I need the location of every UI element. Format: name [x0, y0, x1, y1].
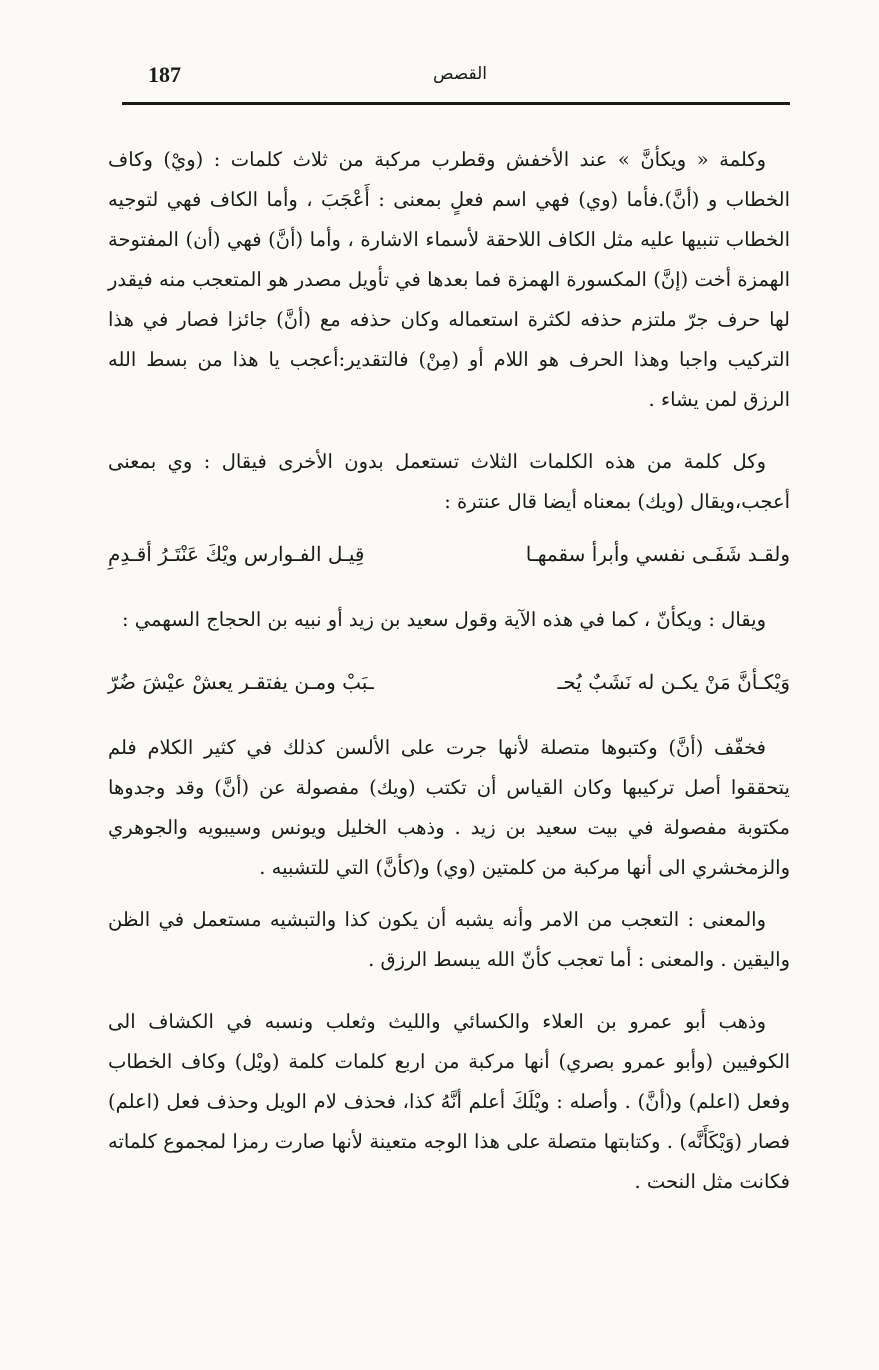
verse-antara-first-hemistich: ولقـد شَفَـى نفسي وأبرأ سقمهـا	[525, 542, 790, 566]
paragraph-6: وذهب أبو عمرو بن العلاء والكسائي والليث وثعلب ونسبه في الكشاف الى الكوفيين (وأبو عمرو بصري) أنها مركبة من اربع كلمات كلمة (ويْل) وكاف الخطاب وفعل (اعلم) و(أنَّ) . وأصله : ويْلَكَ أعلم أنَّهُ كذا، فحذف لام الويل وحذف فعل (اعلم) فصار (وَيْكَأَنَّه) . وكتابتها متصلة على هذا الوجه متعينة لأنها صارت رمزا لمجموع كلماته فكانت مثل النحت .	[108, 1010, 790, 1193]
verse-antara-second-hemistich: قِيـل الفـوارس ويْكَ عَنْتَـرُ أقـدِمِ	[108, 542, 365, 566]
page-header	[122, 58, 790, 105]
verse-saeed	[108, 662, 790, 702]
paragraph-5: والمعنى : التعجب من الامر وأنه يشبه أن يكون كذا والتبشيه مستعمل في الظن واليقين . والمعنى : أما تعجب كأنّ الله يبسط الرزق .	[108, 908, 790, 971]
paragraph-3: ويقال : ويكأنّ ، كما في هذه الآية وقول سعيد بن زيد أو نبيه بن الحجاج السهمي :	[121, 608, 766, 631]
verse-antara	[108, 534, 790, 574]
paragraph-2: وكل كلمة من هذه الكلمات الثلاث تستعمل بدون الأخرى فيقال : وي بمعنى أعجب،ويقال (ويك) بمعناه أيضا قال عنترة :	[108, 450, 790, 513]
page-body	[108, 140, 790, 1224]
verse-saeed-second-hemistich: ـبَبْ ومـن يفتقـر يعشْ عيْشَ ضُرّ	[108, 670, 374, 694]
verse-saeed-first-hemistich: وَيْكـأنَّ مَنْ يكـن له نَشَبٌ يُحـ	[557, 670, 790, 694]
running-title: القصص	[432, 64, 488, 84]
paragraph-4: فخفّف (أنَّ) وكتبوها متصلة لأنها جرت على الألسن كذلك في كثير الكلام فلم يتحققوا أصل تركيبها وكان القياس أن تكتب (ويك) مفصولة عن (أنَّ) وقد وجدوها مكتوبة مفصولة في بيت سعيد بن زيد . وذهب الخليل ويونس وسيبويه والجوهري والزمخشري الى أنها مركبة من كلمتين (وي) و(كأنَّ) التي للتشبيه .	[108, 736, 790, 879]
paragraph-1: وكلمة « ويكأنَّ » عند الأخفش وقطرب مركبة من ثلاث كلمات : (ويْ) وكاف الخطاب و (أنَّ).فأما (وي) فهي اسم فعلٍ بمعنى : أَعْجَبَ ، وأما الكاف فهي لتوجيه الخطاب تنبيها عليه مثل الكاف اللاحقة لأسماء الاشارة ، وأما (أنَّ) فهي (أن) المفتوحة الهمزة أخت (إنَّ) المكسورة الهمزة فما بعدها في تأويل مصدر هو المتعجب منه فيقدر لها حرف جرّ ملتزم حذفه لكثرة استعماله وكان حذفه مع (أنَّ) جائزا فصار في هذا التركيب واجبا وهذا الحرف هو اللام أو (مِنْ) فالتقدير:أعجب يا هذا من بسط الله الرزق لمن يشاء .	[108, 148, 790, 411]
page-number: 187	[148, 62, 181, 87]
